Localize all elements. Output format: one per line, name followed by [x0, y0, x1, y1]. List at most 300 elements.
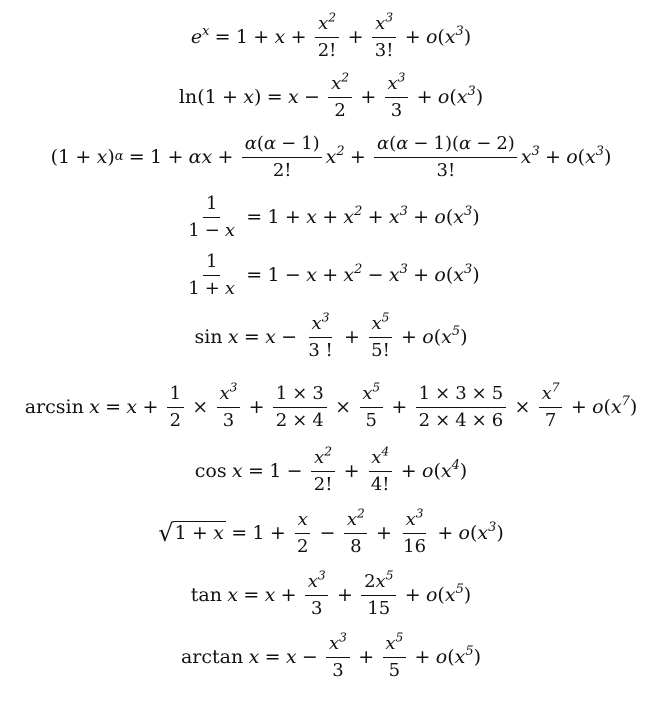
variable-text: x	[243, 85, 254, 108]
operator-text: +	[544, 145, 561, 168]
variable	[219, 380, 238, 404]
operator	[253, 25, 270, 48]
variable	[425, 583, 438, 606]
exponent: 5	[381, 310, 390, 325]
operator-text: −	[413, 133, 429, 154]
variable	[371, 444, 390, 468]
function-name-text: ln	[178, 85, 198, 108]
variable-text: x	[385, 633, 396, 654]
math-text	[472, 263, 480, 286]
math-text-text: 1)	[301, 133, 320, 154]
operator	[192, 395, 209, 418]
operator-text: −	[303, 85, 320, 108]
math-text	[460, 325, 468, 348]
variable-text: x	[405, 509, 416, 530]
fraction-numerator	[383, 630, 406, 658]
variable-text: x	[541, 383, 552, 404]
math-text	[350, 536, 361, 557]
math-text-text: 3	[312, 383, 324, 404]
operator-text: +	[360, 85, 377, 108]
variable	[459, 133, 471, 154]
fraction-denominator	[332, 98, 349, 121]
variable-text: x	[89, 395, 100, 418]
variable	[231, 459, 243, 482]
fraction	[242, 134, 322, 181]
math-text	[496, 521, 504, 544]
operator	[248, 395, 265, 418]
operator	[222, 85, 238, 108]
operator	[437, 521, 454, 544]
math-text	[253, 85, 262, 108]
fraction	[368, 310, 392, 361]
fraction	[305, 568, 328, 619]
variable-text: o	[425, 583, 438, 606]
math-text	[257, 133, 264, 154]
variable	[213, 522, 224, 544]
exponent: 7	[551, 380, 560, 395]
operator-text: +	[204, 277, 220, 299]
math-text-text: 5	[365, 409, 377, 431]
formula-binomial: (1 + x ) α = 1 + αx + $\frac{\alpha(\alpha - 1)}{2!}$ $x^2$ + $\frac{\alpha(\alpha - 1)(\alpha - 2)}{3!}$ $x^3$ + o ( $x^3$ )	[50, 133, 612, 181]
fraction-numerator	[344, 506, 367, 534]
math-text-text: 1	[252, 521, 265, 544]
fraction	[360, 380, 383, 431]
operator-text: ×	[435, 383, 451, 404]
math-text	[367, 598, 390, 619]
math-text	[463, 25, 472, 48]
operator	[243, 583, 260, 606]
operator	[414, 645, 431, 668]
operator	[243, 325, 260, 348]
exponent: 3	[463, 261, 473, 277]
math-text-text: 3	[390, 99, 403, 121]
operator-text: +	[401, 325, 417, 348]
variable	[592, 395, 604, 418]
function-name	[178, 85, 198, 108]
math-text-text: 4	[455, 409, 467, 431]
variable	[435, 645, 448, 668]
fraction	[400, 506, 428, 557]
exponent: 3	[321, 310, 330, 325]
variable-text: x	[126, 395, 138, 418]
fraction-numerator	[372, 10, 395, 38]
fraction-denominator	[386, 658, 403, 681]
variable	[437, 85, 450, 108]
variable-text: α	[263, 133, 277, 154]
variable-text: x	[329, 633, 340, 654]
operator-text: ×	[292, 383, 308, 404]
fraction	[416, 384, 506, 431]
fraction-numerator	[309, 310, 332, 338]
math-text-text: )	[472, 205, 480, 228]
variable-text: x	[453, 263, 464, 286]
fraction-numerator	[328, 70, 351, 98]
math-text	[437, 583, 445, 606]
variable	[96, 145, 108, 168]
operator-text: −	[476, 133, 492, 154]
math-text-text: 3	[332, 659, 344, 681]
fraction-denominator	[311, 472, 335, 495]
math-text-text: 1	[205, 193, 218, 214]
operator-text: +	[367, 205, 384, 228]
variable-text: α	[459, 133, 472, 154]
exponent: 3	[463, 203, 473, 219]
math-text-text: )	[107, 145, 115, 168]
math-text-text: )	[604, 145, 612, 168]
variable-text: x	[444, 583, 456, 606]
formula-sqrt	[0, 506, 662, 557]
fraction-denominator	[294, 534, 311, 557]
variable-text: x	[227, 325, 239, 348]
variable-text: x	[454, 645, 466, 668]
math-text-text: 2	[418, 409, 431, 431]
function-name	[190, 583, 222, 606]
variable-text: α	[377, 133, 390, 154]
operator-text: +	[253, 25, 270, 48]
math-text	[297, 536, 308, 557]
variable-text: x	[248, 645, 260, 668]
variable-text: x	[388, 263, 400, 286]
fraction-denominator	[306, 338, 336, 361]
fraction-numerator	[315, 10, 338, 38]
operator	[205, 221, 220, 241]
radical-sign: √	[158, 519, 174, 548]
math-text	[577, 145, 586, 168]
variable	[329, 630, 347, 654]
operator	[413, 205, 430, 228]
variable-text: o	[592, 395, 604, 418]
variable-text: x	[520, 145, 532, 168]
operator-text: +	[413, 263, 430, 286]
operator-text: +	[222, 85, 238, 108]
fraction	[167, 384, 184, 431]
operator	[246, 205, 263, 228]
fraction-numerator	[326, 630, 349, 658]
math-text-text: )	[463, 25, 472, 48]
math-text-text: (1	[197, 85, 217, 108]
math-text	[364, 571, 375, 592]
operator-text: −	[286, 459, 303, 482]
variable-text: x	[343, 205, 355, 228]
variable-text: x	[311, 313, 322, 334]
variable	[375, 568, 394, 592]
exponent: 3	[399, 203, 408, 219]
fraction-denominator	[186, 276, 238, 299]
math-text-text: (	[603, 395, 611, 418]
math-text-text: 1	[275, 383, 288, 404]
math-text-text: 1	[174, 522, 187, 545]
variable-text: x	[227, 583, 239, 606]
variable	[306, 205, 317, 228]
operator-text: =	[246, 205, 263, 228]
operator-text: +	[75, 145, 92, 168]
fraction	[368, 444, 392, 495]
operator-text: ×	[471, 409, 487, 431]
fraction-numerator	[217, 380, 240, 408]
radicand	[173, 521, 226, 545]
operator-text: +	[269, 521, 286, 544]
operator-text: ×	[335, 395, 351, 418]
variable	[453, 261, 473, 286]
operator	[322, 263, 339, 286]
operator	[266, 85, 283, 108]
operator	[167, 145, 184, 168]
math-text-text: (	[437, 25, 445, 48]
fraction-denominator	[368, 472, 392, 495]
operator-text: +	[290, 25, 307, 48]
operator-text: =	[105, 395, 122, 418]
math-text	[463, 583, 472, 606]
variable-text: x	[297, 509, 308, 530]
exponent: x	[202, 23, 210, 39]
math-text	[629, 395, 638, 418]
operator-text: +	[570, 395, 587, 418]
variable-text: x	[440, 459, 452, 482]
math-text	[223, 410, 234, 431]
variable	[520, 143, 540, 168]
math-text-text: 1	[269, 459, 282, 482]
exponent: 5	[372, 380, 381, 395]
math-text	[267, 205, 280, 228]
fraction-denominator	[416, 408, 506, 431]
math-text-text: 5!	[371, 339, 390, 361]
math-text	[252, 521, 265, 544]
operator	[336, 583, 353, 606]
math-text	[318, 40, 337, 61]
math-text-text: (	[449, 85, 457, 108]
fraction-denominator	[368, 338, 392, 361]
exponent: 3	[467, 83, 476, 99]
operator	[416, 85, 433, 108]
math-text	[197, 85, 217, 108]
math-text-text: 2	[334, 99, 346, 121]
math-text-text: 15	[367, 597, 391, 619]
variable	[405, 506, 424, 530]
variable	[311, 310, 330, 334]
variable	[541, 380, 560, 404]
variable	[422, 325, 434, 348]
math-text	[445, 263, 454, 286]
operator	[286, 459, 303, 482]
fraction	[186, 252, 238, 299]
fraction-numerator	[369, 310, 392, 338]
math-text	[235, 25, 248, 48]
exponent: 5	[455, 581, 464, 597]
variable-text: x	[318, 13, 329, 34]
exponent: 5	[451, 323, 461, 339]
variable-text: α	[244, 133, 257, 154]
variable-text: x	[325, 145, 337, 168]
variable	[377, 133, 389, 154]
variable-text: x	[213, 522, 224, 545]
exponent: 3	[455, 23, 464, 39]
math-text-text: 2	[296, 535, 309, 557]
operator-text: −	[301, 645, 318, 668]
math-text-text: (	[433, 325, 442, 348]
variable	[307, 568, 326, 592]
variable-text: o	[425, 25, 438, 48]
operator-text: +	[404, 25, 421, 48]
exponent: 2	[328, 10, 337, 25]
variable-text: x	[331, 73, 342, 94]
operator	[217, 145, 234, 168]
fraction	[344, 506, 367, 557]
math-text	[492, 383, 503, 404]
math-text-text: )	[472, 263, 480, 286]
math-text	[150, 145, 163, 168]
operator	[404, 25, 421, 48]
math-text	[276, 383, 287, 404]
function-name-text: sin	[194, 325, 223, 348]
function-name	[24, 395, 84, 418]
fraction	[311, 444, 335, 495]
operator	[349, 145, 366, 168]
math-text-text: 2)	[496, 133, 515, 154]
operator	[246, 263, 263, 286]
exponent: 3	[339, 630, 347, 645]
operator-text: +	[391, 395, 408, 418]
math-text	[437, 160, 456, 181]
operator	[322, 205, 339, 228]
math-text-text: 2	[364, 571, 376, 592]
variable	[285, 645, 297, 668]
math-text-text: 4	[312, 409, 324, 431]
math-text	[188, 278, 199, 299]
operator-text: +	[280, 583, 297, 606]
math-text-text: 7	[544, 409, 557, 431]
math-text-text: 1	[267, 263, 280, 286]
function-name-text: cos	[194, 459, 227, 482]
fraction	[539, 380, 562, 431]
operator	[391, 395, 408, 418]
math-text	[206, 251, 217, 272]
operator-text: ×	[435, 409, 451, 431]
exponent: 3	[317, 568, 326, 583]
math-text-text: 5	[491, 383, 504, 404]
exponent: 3	[595, 143, 605, 159]
operator-text: −	[281, 325, 298, 348]
operator-text: +	[336, 583, 353, 606]
variable	[362, 380, 381, 404]
fraction-denominator	[308, 596, 325, 619]
fraction-denominator	[434, 158, 458, 181]
variable-text: x	[371, 313, 382, 334]
operator-text: +	[347, 25, 364, 48]
math-text-text: 1	[150, 145, 163, 168]
math-text	[301, 133, 319, 154]
math-text-text: (	[447, 645, 455, 668]
variable-text: x	[307, 571, 318, 592]
math-text-text: (	[445, 263, 454, 286]
variable	[388, 261, 408, 286]
math-text-text: (	[437, 583, 445, 606]
variable	[248, 645, 260, 668]
exponent: 5	[385, 568, 394, 583]
formula-geometric-minus	[0, 194, 662, 241]
exponent: 2	[354, 203, 363, 219]
exponent: 3	[397, 70, 406, 85]
fraction-numerator	[295, 510, 311, 534]
operator	[105, 395, 122, 418]
variable	[454, 643, 474, 668]
math-text-text: 1	[267, 205, 280, 228]
fraction-numerator	[242, 134, 322, 158]
formula-ln	[0, 70, 662, 121]
fraction-denominator	[315, 38, 339, 61]
math-text	[371, 474, 390, 495]
math-text	[472, 205, 480, 228]
operator	[472, 384, 487, 404]
variable	[331, 70, 350, 94]
math-text	[375, 40, 394, 61]
operator	[476, 134, 491, 154]
function-name-text: tan	[190, 583, 222, 606]
function-name	[180, 645, 244, 668]
math-text	[403, 536, 426, 557]
variable-text: x	[477, 521, 489, 544]
fraction-numerator	[539, 380, 562, 408]
math-text	[334, 100, 345, 121]
variable-text: x	[224, 219, 236, 241]
math-text-text: (1	[50, 145, 71, 168]
variable-text: x	[306, 263, 317, 286]
math-text-text: (	[389, 133, 397, 154]
operator	[264, 645, 281, 668]
operator	[284, 263, 301, 286]
math-text	[175, 522, 187, 544]
variable-text: e	[190, 25, 203, 48]
fraction-denominator	[270, 158, 294, 181]
variable	[227, 583, 239, 606]
exponent: 3	[399, 261, 408, 277]
operator	[472, 411, 487, 431]
fraction	[361, 568, 396, 619]
math-text	[107, 145, 115, 168]
variable-text: x	[96, 145, 108, 168]
operator-text: =	[128, 145, 145, 168]
formula-cos	[0, 444, 662, 495]
variable	[434, 205, 446, 228]
operator	[284, 205, 301, 228]
fraction-numerator	[369, 444, 392, 472]
math-text-text: 16	[403, 535, 427, 557]
exponent: 2	[336, 143, 345, 159]
operator-text: −	[281, 133, 297, 154]
operator-text: =	[264, 645, 281, 668]
math-text-text: 1	[188, 219, 200, 241]
operator-text: +	[322, 205, 339, 228]
operator	[404, 583, 421, 606]
math-text	[496, 133, 514, 154]
square-root	[158, 519, 226, 548]
variable-text: x	[306, 205, 317, 228]
math-text	[604, 145, 612, 168]
math-text	[445, 205, 454, 228]
math-text	[267, 263, 280, 286]
variable-text: o	[435, 645, 448, 668]
operator	[544, 145, 561, 168]
math-text	[276, 410, 287, 431]
math-text-text: 3!	[436, 159, 456, 181]
operator-text: +	[413, 205, 430, 228]
variable	[434, 263, 446, 286]
math-text	[433, 459, 441, 482]
exponent: 2	[341, 70, 350, 85]
variable	[346, 506, 365, 530]
operator	[303, 85, 320, 108]
math-text-text: 1	[205, 251, 218, 272]
math-text	[449, 85, 457, 108]
